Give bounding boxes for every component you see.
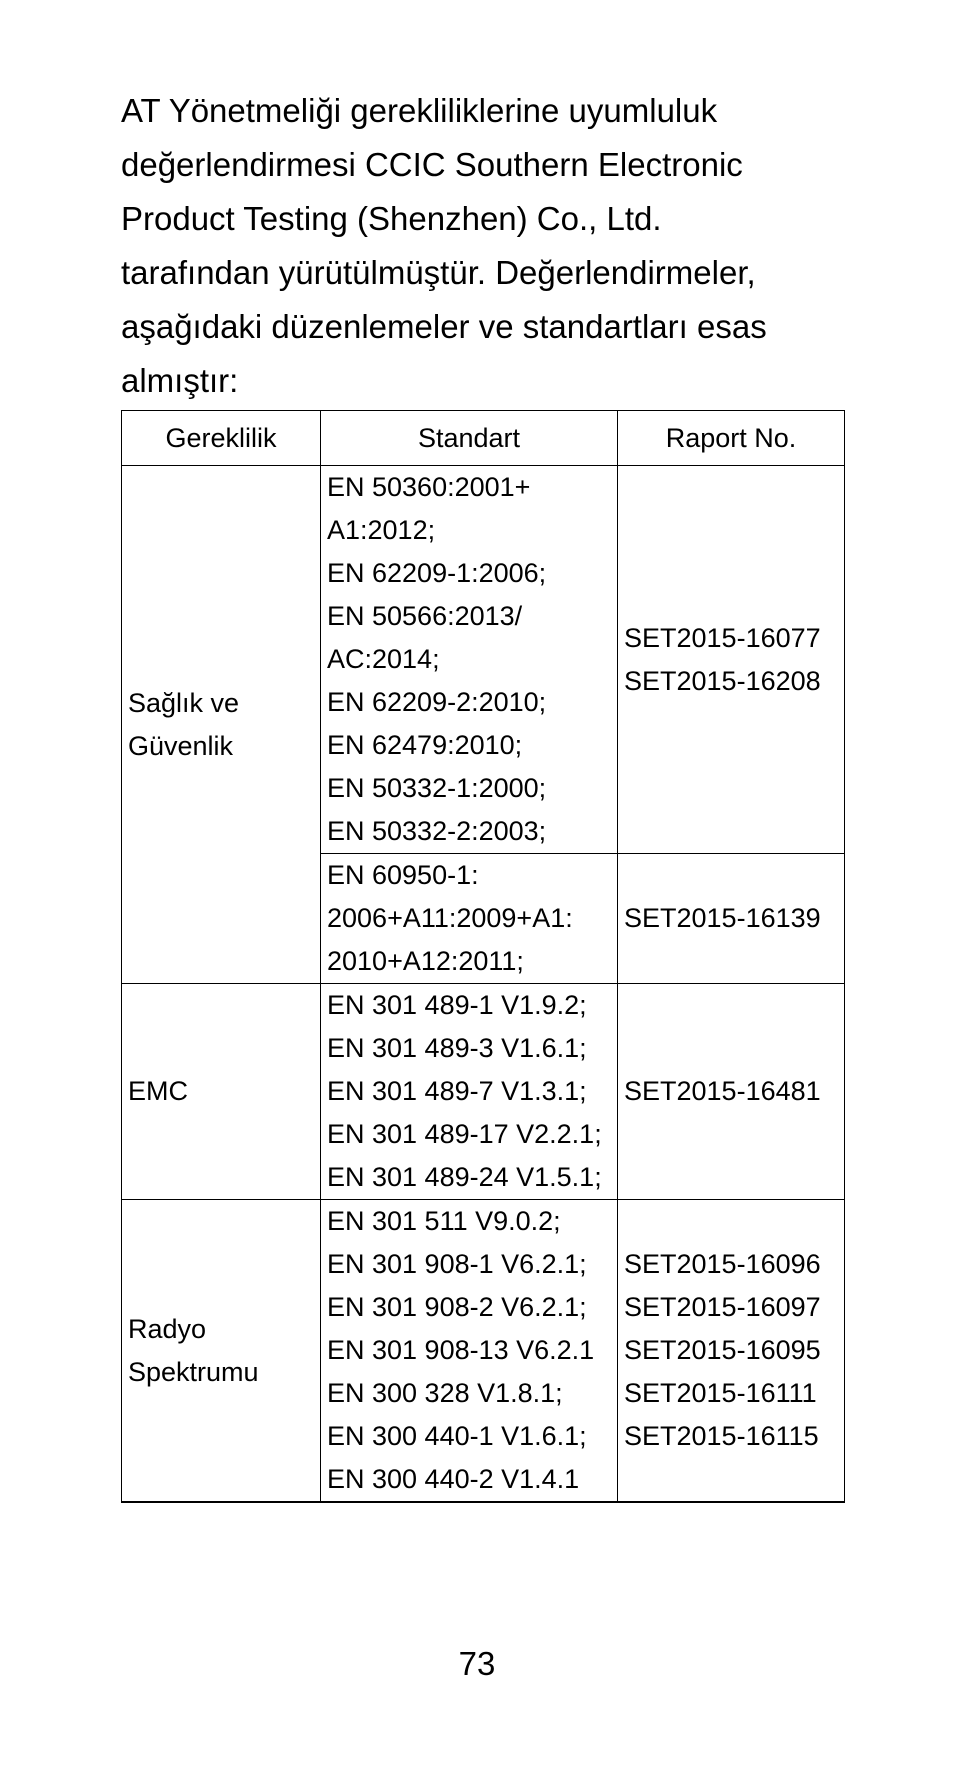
report-line: SET2015-16077 — [624, 622, 821, 653]
standard-line: 2010+A12:2011; — [327, 946, 524, 976]
intro-line: değerlendirmesi CCIC Southern Electronic — [121, 146, 743, 183]
standard-cell — [321, 984, 618, 1200]
standard-line: EN 50360:2001+ — [327, 472, 531, 502]
report-cell — [618, 984, 845, 1200]
standard-line: EN 301 489-3 V1.6.1; — [327, 1033, 587, 1063]
intro-line: AT Yönetmeliği gerekliliklerine uyumluluk — [121, 92, 718, 129]
table-row — [122, 466, 845, 854]
requirement-line: EMC — [128, 1076, 188, 1106]
intro-line: aşağıdaki düzenlemeler ve standartları esas — [121, 308, 767, 345]
report-cell — [618, 1200, 845, 1503]
standard-line: EN 50566:2013/ — [327, 601, 523, 631]
report-line: SET2015-16481 — [624, 1076, 821, 1106]
requirement-line: Spektrumu — [128, 1356, 259, 1387]
standard-cell — [321, 854, 618, 984]
table-row — [122, 984, 845, 1200]
report-cell — [618, 854, 845, 984]
standard-line: EN 62209-2:2010; — [327, 687, 547, 717]
header-standard: Standart — [321, 411, 618, 466]
table-body — [122, 466, 845, 1503]
standard-line: EN 62479:2010; — [327, 730, 523, 760]
report-line: SET2015-16111 — [624, 1378, 817, 1408]
report-line: SET2015-16208 — [624, 665, 821, 696]
table-header-row — [122, 411, 845, 466]
standard-line: EN 50332-1:2000; — [327, 773, 547, 803]
table-row — [122, 1200, 845, 1503]
standard-line: EN 301 489-7 V1.3.1; — [327, 1076, 587, 1106]
intro-line: Product Testing (Shenzhen) Co., Ltd. — [121, 200, 662, 237]
standard-cell — [321, 466, 618, 854]
report-cell — [618, 466, 845, 854]
standard-line: EN 60950-1: — [327, 860, 479, 890]
standard-line: EN 301 908-2 V6.2.1; — [327, 1292, 587, 1322]
standard-line: EN 300 440-1 V1.6.1; — [327, 1421, 587, 1451]
page-number: 73 — [458, 1645, 496, 1682]
requirement-line: Güvenlik — [128, 730, 234, 761]
header-report-no: Raport No. — [618, 411, 845, 466]
requirement-cell — [122, 466, 321, 984]
intro-line: tarafından yürütülmüştür. Değerlendirmeler, — [121, 254, 756, 291]
standard-line: EN 301 489-1 V1.9.2; — [327, 990, 587, 1020]
standard-line: EN 50332-2:2003; — [327, 816, 547, 846]
standard-line: EN 301 489-24 V1.5.1; — [327, 1162, 602, 1192]
standard-cell — [321, 1200, 618, 1503]
requirements-table — [121, 410, 845, 1503]
report-line: SET2015-16097 — [624, 1292, 821, 1322]
standard-line: EN 300 328 V1.8.1; — [327, 1378, 563, 1408]
standard-line: EN 301 908-1 V6.2.1; — [327, 1249, 587, 1279]
report-line: SET2015-16095 — [624, 1335, 821, 1365]
standard-line: EN 301 489-17 V2.2.1; — [327, 1119, 602, 1149]
standard-line: 2006+A11:2009+A1: — [327, 903, 573, 933]
requirement-line: Sağlık ve — [128, 687, 240, 718]
header-requirement: Gereklilik — [122, 411, 321, 466]
standard-line: EN 301 908-13 V6.2.1 — [327, 1335, 595, 1365]
intro-line: almıştır: — [121, 362, 239, 399]
report-line: SET2015-16139 — [624, 903, 821, 933]
requirement-cell — [122, 1200, 321, 1503]
report-line: SET2015-16115 — [624, 1421, 819, 1451]
standard-line: EN 301 511 V9.0.2; — [327, 1206, 561, 1236]
standard-line: AC:2014; — [327, 644, 440, 674]
report-line: SET2015-16096 — [624, 1249, 821, 1279]
standard-line: EN 300 440-2 V1.4.1 — [327, 1464, 580, 1494]
requirement-line: Radyo — [128, 1313, 207, 1344]
standard-line: A1:2012; — [327, 515, 436, 545]
standard-line: EN 62209-1:2006; — [327, 558, 547, 588]
intro-paragraph — [121, 84, 881, 408]
requirement-cell — [122, 984, 321, 1200]
